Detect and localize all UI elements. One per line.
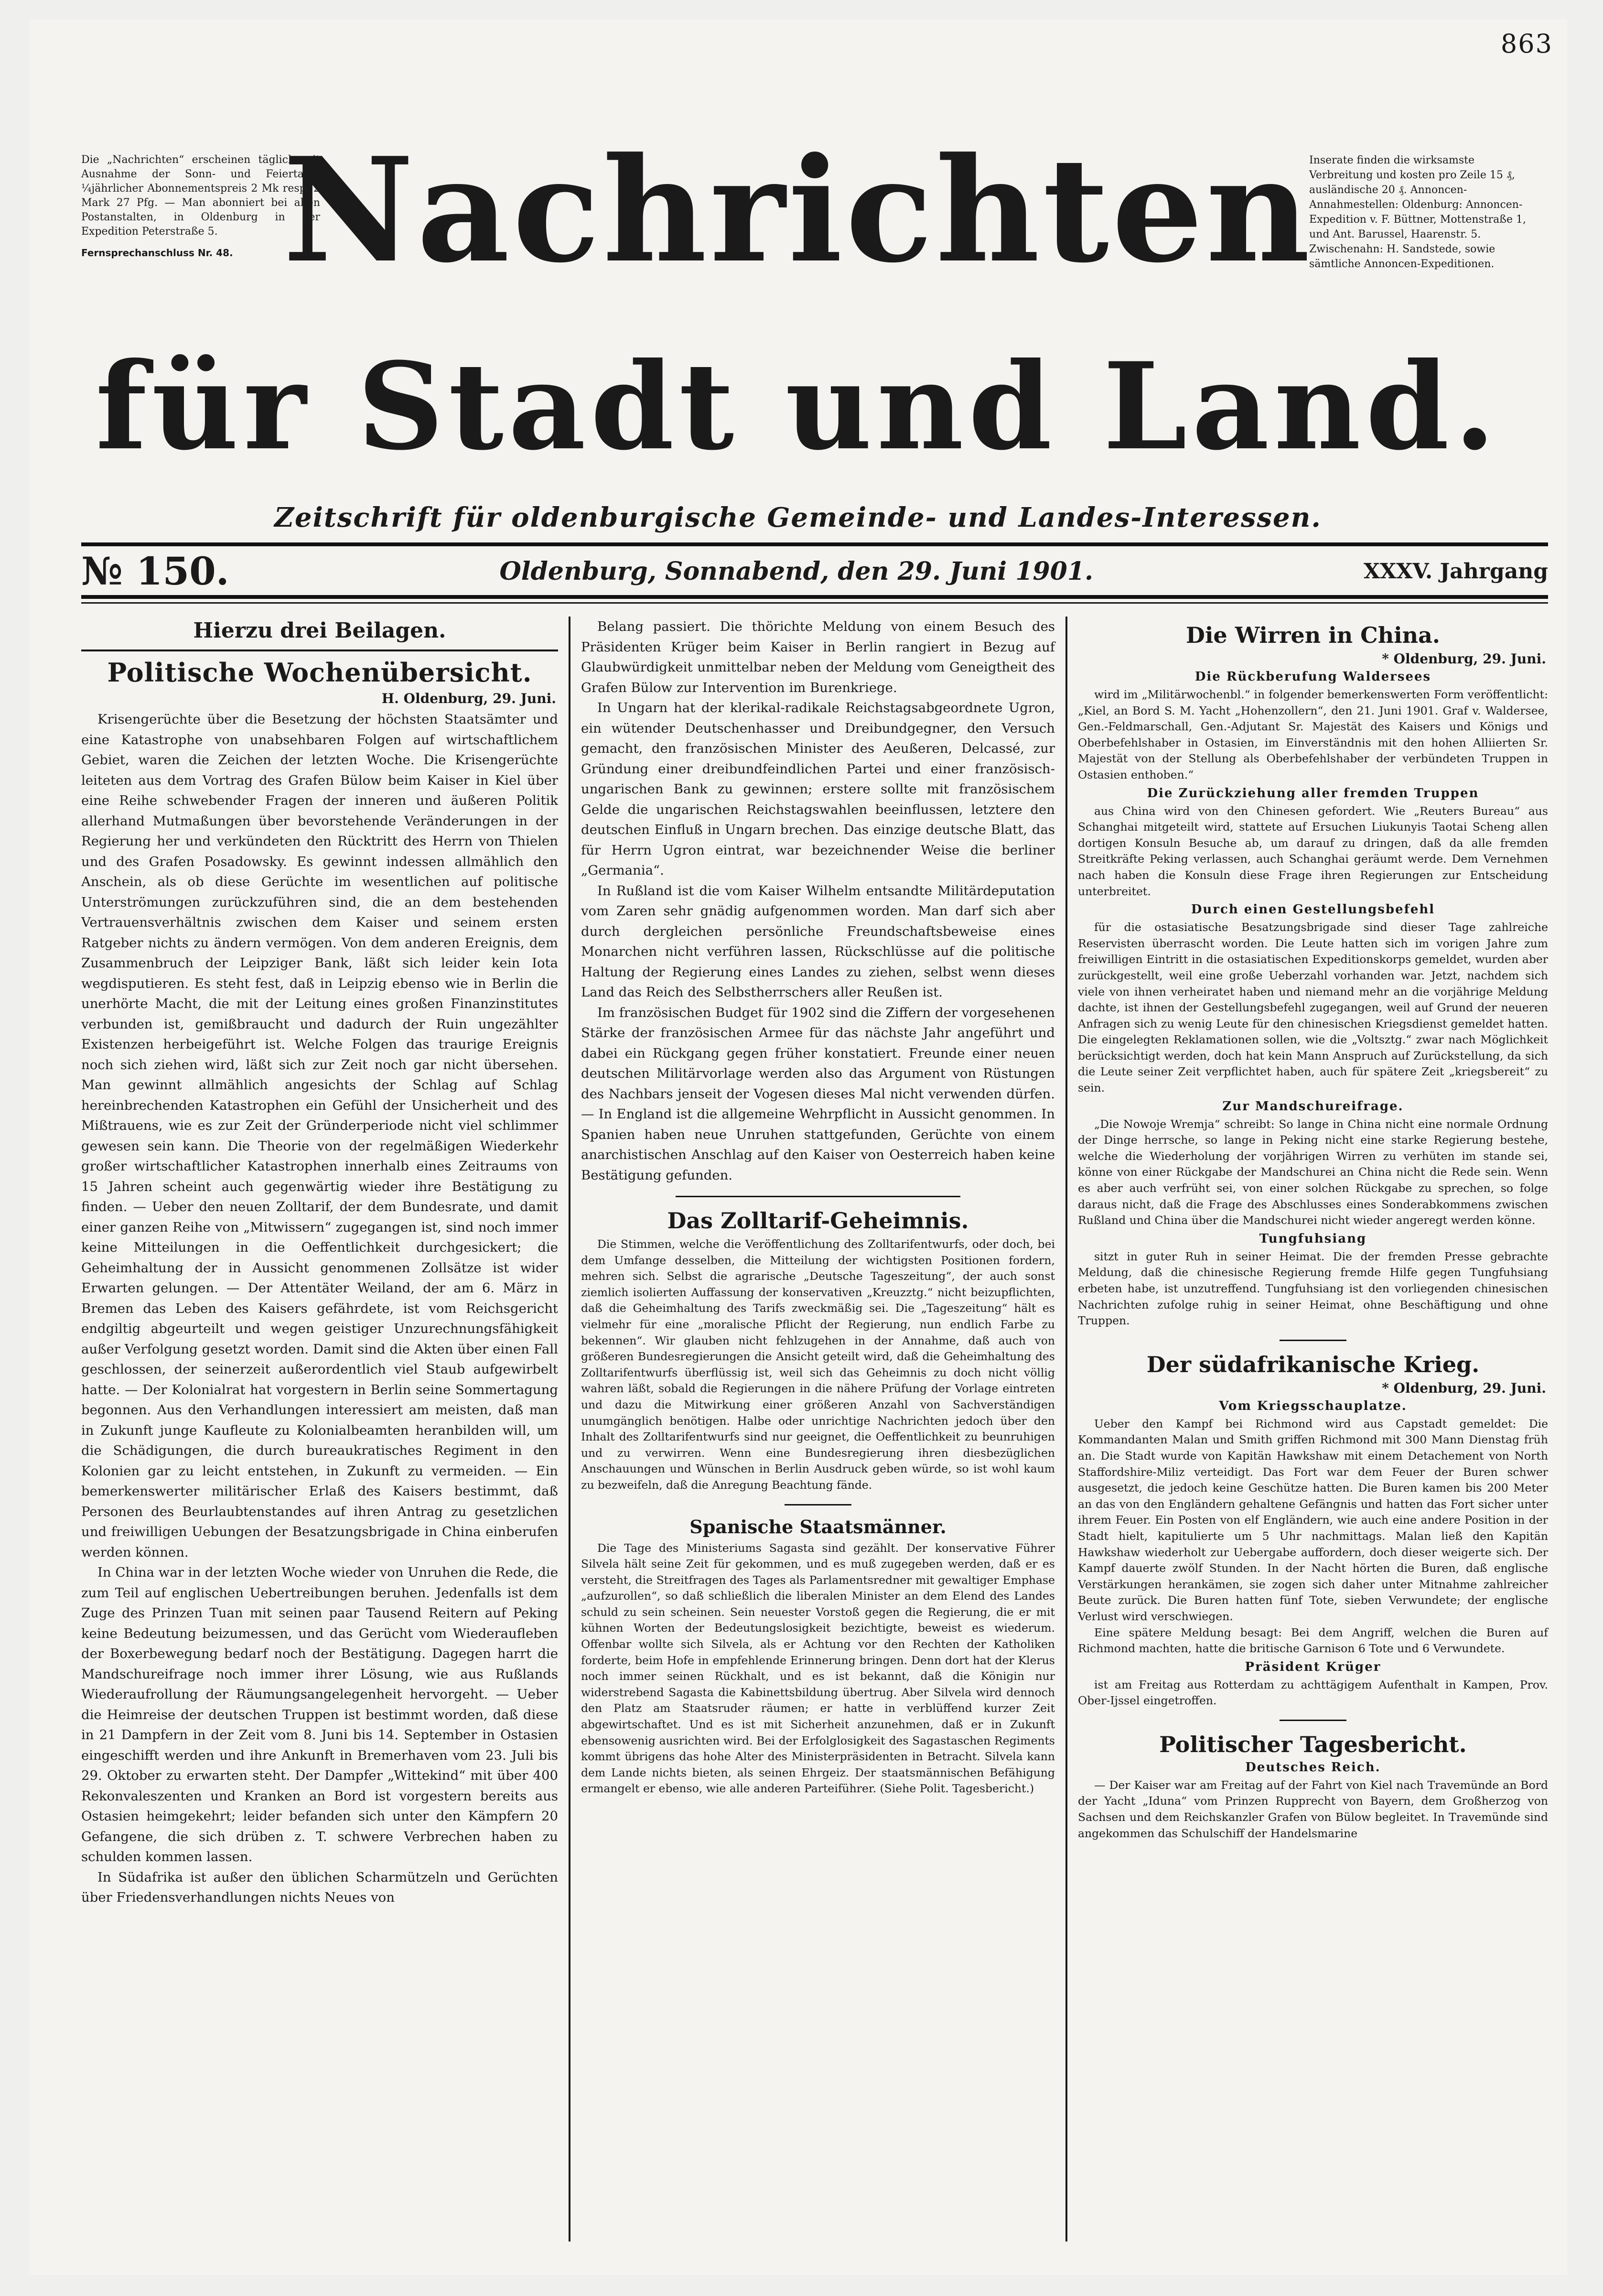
section-divider xyxy=(1280,1720,1346,1721)
article-heading-weekly-review: Politische Wochenübersicht. xyxy=(107,657,532,688)
article-paragraph: Belang passiert. Die thörichte Meldung von einem Besuch des Präsidenten Krüger beim Kaiser in Berlin rangiert in Bezug auf Glaubwürdigkeit unmittelbar neben der Meldung vom Geneigtheit des Grafen Bülow zur Intervention im Burenkriege. xyxy=(581,619,1055,695)
column-3 xyxy=(1065,617,1548,2242)
newspaper-page xyxy=(29,19,1567,2275)
article-paragraph: „Die Nowoje Wremja“ schreibt: So lange in China nicht eine normale Ordnung der Dinge herrsche, so lange in Peking nicht eine starke Regierung bestehe, welche die Wiederholung der vorjährigen Wirren zu verhüten im stande sei, könne von einer Rückgabe der Mandschurei an China nicht die Rede sein. Wenn es aber auch verfrüht sei, von einer solchen Rückgabe zu sprechen, so folge daraus nicht, daß die Frage des Abschlusses eines Sonderabkommens zwischen Rußland und China über die Mandschurei nicht wieder angeregt werden könne. xyxy=(1078,1117,1548,1227)
article-paragraph: Die Tage des Ministeriums Sagasta sind gezählt. Der konservative Führer Silvela hält seine Zeit für gekommen, und es muß zugegeben werden, daß er es versteht, die Streitfragen des Tages als Parlamentsredner mit gewaltiger Emphase „aufzurollen“, so daß schließlich die liberalen Minister an dem Elend des Landes schuld zu sein scheinen. Sein neuester Vorstoß gegen die Regierung, die er mit kühnen Worten der Bedeutungslosigkeit bezichtigte, beweist es wiederum. Offenbar wollte sich Silvela, als er Achtung vor den Rechten der Katholiken forderte, beim Hofe in empfehlende Erinnerung bringen. Denn dort hat der Klerus noch immer seinen Rückhalt, und es ist bekannt, daß die Königin nur widerstrebend Sagasta die Kabinettsbildung übertrug. Aber Silvela wird dennoch den Platz am Staatsruder räumen; er hatte in verblüffend kurzer Zeit abgewirtschaftet. Und es ist mit Sicherheit anzunehmen, daß er in Zukunft ebensowenig ausrichten wird. Bei der Erfolglosigkeit des Sagastaschen Regiments kommt übrigens das hohe Alter des Ministerpräsidenten in Betracht. Silvela kann dem Lande nichts bieten, als seinen Ehrgeiz. Der staatsmännischen Befähigung ermangelt er ebenso, wie alle anderen Parteiführer. (Siehe Polit. Tagesbericht.) xyxy=(581,1541,1055,1796)
header-rule-top xyxy=(81,542,1548,546)
masthead-title-line1: Nachrichten xyxy=(283,126,1313,294)
article-dateline: H. Oldenburg, 29. Juni. xyxy=(381,691,556,706)
article-paragraph: ist am Freitag aus Rotterdam zu achttägigem Aufenthalt in Kampen, Prov. Ober-Ijssel eingetroffen. xyxy=(1078,1678,1548,1708)
article-paragraph: In China war in der letzten Woche wieder von Unruhen die Rede, die zum Teil auf englischen Uebertreibungen beruhen. Jedenfalls ist dem Zuge des Prinzen Tuan mit seinen paar Tausend Reitern auf Peking keine Bedeutung beizumessen, und das Gerücht vom Wiederaufleben der Boxerbewegung bedarf noch der Bestätigung. Dagegen harrt die Mandschureifrage noch immer ihrer Lösung, wie aus Rußlands Wiederaufrollung der Räumungsangelegenheit hervorgeht. — Ueber die Heimreise der deutschen Truppen ist bestimmt worden, daß diese in 21 Dampfern in der Zeit vom 8. Juni bis 14. September in Ostasien eingeschifft werden und ihre Ankunft in Bremerhaven vom 23. Juli bis 29. Oktober zu erwarten steht. Der Dampfer „Wittekind“ mit über 400 Rekonvaleszenten und Kranken an Bord ist vorgestern bereits aus Ostasien heimgekehrt; leider befanden sich unter den Kämpfern 20 Gefangene, die sich drüben z. T. schwere Verbrechen haben zu schulden kommen lassen. xyxy=(81,1565,558,1864)
article-paragraph: Krisengerüchte über die Besetzung der höchsten Staatsämter und eine Katastrophe von unabsehbaren Folgen auf wirtschaftlichem Gebiet, waren die Zeichen der letzten Woche. Die Krisengerüchte leiteten aus dem Vortrag des Grafen Bülow beim Kaiser in Kiel über eine Reihe schwebender Fragen der inneren und äußeren Politik allerhand Mutmaßungen über bevorstehende Veränderungen in der Regierung her und verkündeten den Rücktritt des Herrn von Thielen und des Grafen Posadowsky. Es gewinnt indessen allmählich den Anschein, als ob diese Gerüchte im wesentlichen auf politische Unterströmungen zurückzuführen sind, die an dem bestehenden Vertrauensverhältnis zwischen dem Kaiser und seinem ersten Ratgeber nichts zu ändern vermögen. Von dem anderen Ereignis, dem Zusammenbruch der Leipziger Bank, läßt sich leider kein Iota wegdisputieren. Es steht fest, daß in Leipzig ebenso wie in Berlin die unerhörte Macht, die mit der Leitung eines großen Finanzinstitutes verbunden ist, gemißbraucht und dadurch der Ruin ungezählter Existenzen herbeigeführt ist. Welche Folgen das traurige Ereignis noch sich ziehen wird, läßt sich zur Zeit noch gar nicht übersehen. Man gewinnt allmählich angesichts der Schlag auf Schlag hereinbrechenden Katastrophen ein Gefühl der Unsicherheit und des Mißtrauens, wie es zur Zeit der Gründerperiode nicht viel schlimmer gewesen sein kann. Die Theorie von der regelmäßigen Wiederkehr großer wirtschaftlicher Katastrophen innerhalb eines Zeitraums von 15 Jahren scheint auch gegenwärtig wieder ihre Bestätigung zu finden. — Ueber den neuen Zolltarif, der dem Bundesrate, und damit einer ganzen Reihe von „Mitwissern“ zugegangen ist, sind noch immer keine Mitteilungen in die Oeffentlichkeit durchgesickert; die Geheimhaltung der in Aussicht genommenen Zollsätze ist wider Erwarten gelungen. — Der Attentäter Weiland, der am 6. März in Bremen das Leben des Kaisers gefährdete, ist vom Reichsgericht endgiltig abgeurteilt und wegen geistiger Unzurechnungsfähigkeit außer Verfolgung gesetzt worden. Damit sind die Akten über einen Fall geschlossen, der seinerzeit außerordentlich viel Staub aufgewirbelt hatte. — Der Kolonialrat hat vorgestern in Berlin seine Sommertagung begonnen. Aus den Verhandlungen interessiert am meisten, daß man in Zukunft junge Kaufleute zu Kolonialbeamten heranbilden will, um die Schädigungen, die durch bureaukratisches Regiment in den Kolonien gar zu leicht entstehen, in Zukunft zu vermeiden. — Ein bemerkenswerter militärischer Erlaß des Kaisers bestimmt, daß Personen des Beurlaubtenstandes auf ihren Antrag zu gesetzlichen und freiwilligen Uebungen der Besatzungsbrigade in China einberufen werden können. xyxy=(81,712,558,1560)
article-paragraph: für die ostasiatische Besatzungsbrigade sind dieser Tage zahlreiche Reservisten überrascht worden. Die Leute hatten sich im vorigen Jahre zum freiwilligen Eintritt in die ostasiatischen Expeditionskorps gemeldet, wurden aber zurückgestellt, weil eine große Ueberzahl vorhanden war. Jetzt, nachdem sich viele von ihnen verheiratet haben und niemand mehr an die vorjährige Meldung dachte, ist ihnen der Gestellungsbefehl zugegangen, weil auf Grund der neueren Anfragen sich zu wenig Leute für den chinesischen Kriegsdienst gemeldet hatten. Die eingelegten Reklamationen sollen, wie die „Voltsztg.“ zwar nach Möglichkeit berücksichtigt werden, doch hat kein Mann Anspruch auf Zurückstellung, da sich die Leute seiner Zeit verpflichtet haben, auch für spätere Zeit „kriegsbereit“ zu sein. xyxy=(1078,921,1548,1095)
subheading: Deutsches Reich. xyxy=(1245,1760,1381,1775)
subheading: Präsident Krüger xyxy=(1245,1659,1381,1674)
subscription-text: Die „Nachrichten“ erscheinen täglich mit Ausnahme der Sonn- und Feiertage. ¼jährlicher Abonnementspreis 2 Mk resp. 2 Mark 27 Pfg. — Man abonniert bei allen Postanstalten, in Oldenburg in der Expedition Peterstraße 5. xyxy=(81,154,320,238)
article-paragraph: Ueber den Kampf bei Richmond wird aus Capstadt gemeldet: Die Kommandanten Malan und Smith griffen Richmond mit 300 Mann Dienstag früh an. Die Stadt wurde von Kapitän Hawkshaw mit einem Detachement von North Staffordshire-Miliz verteidigt. Das Fort war dem Feuer der Buren schwer ausgesetzt, die jedoch keine Geschütze hatten. Die Buren kamen bis 200 Meter an das von den Engländern gehaltene Gefängnis und hatten das Fort sicher unter ihrem Feuer. Ein Posten von elf Engländern, wie auch eine andere Position in der Stadt hielt, kapitulierte um 5 Uhr nachmittags. Malan ließ den Kapitän Hawkshaw wiederholt zur Uebergabe auffordern, doch dieser weigerte sich. Der Kampf dauerte zwölf Stunden. In der Nacht hörten die Buren, daß englische Verstärkungen herankämen, sie zogen sich daher unter Mitnahme zahlreicher Beute zurück. Die Buren hatten fünf Tote, sieben Verwundete; der englische Verlust wird verschwiegen. xyxy=(1078,1417,1548,1623)
subheading: Vom Kriegsschauplatze. xyxy=(1219,1398,1407,1413)
article-paragraph: wird im „Militärwochenbl.“ in folgender bemerkenswerten Form veröffentlicht: „Kiel, an Bord S. M. Yacht „Hohenzollern“, den 21. Juni 1901. Graf v. Waldersee, Gen.-Feldmarschall, Gen.-Adjutant Sr. Majestät des Kaisers und Königs und Oberbefehlshaber in Ostasien, im Einverständnis mit den hohen Alliierten Sr. Majestät von der Stellung als Oberbefehlshaber der verbündeten Truppen in Ostasien enthoben.“ xyxy=(1078,688,1548,781)
masthead-subtitle: Zeitschrift für oldenburgische Gemeinde- und Landes-Interessen. xyxy=(274,502,1322,533)
section-divider xyxy=(1280,1340,1346,1341)
masthead-title-line2: für Stadt und Land. xyxy=(95,336,1501,477)
subheading: Zur Mandschureifrage. xyxy=(1222,1099,1404,1114)
place-date: Oldenburg, Sonnabend, den 29. Juni 1901. xyxy=(499,556,1094,586)
article-paragraph: In Rußland ist die vom Kaiser Wilhelm entsandte Militärdeputation vom Zaren sehr gnädig aufgenommen worden. Man darf sich aber durch dergleichen persönliche Freundschaftsbeweise eines Monarchen nicht verführen lassen, Rückschlüsse auf die politische Haltung der Regierung eines Landes zu ziehen, selbst wenn dieses Land das Reich des Selbstherrschers aller Reußen ist. xyxy=(581,883,1055,1000)
section-divider xyxy=(785,1504,851,1505)
article-paragraph: In Südafrika ist außer den üblichen Scharmützeln und Gerüchten über Friedensverhandlungen nichts Neues von xyxy=(81,1869,558,1905)
issue-dateline xyxy=(81,549,1548,594)
article-dateline: * Oldenburg, 29. Juni. xyxy=(1382,651,1546,667)
article-dateline: * Oldenburg, 29. Juni. xyxy=(1382,1380,1546,1396)
article-paragraph: sitzt in guter Ruh in seiner Heimat. Die der fremden Presse gebrachte Meldung, daß die chinesische Regierung fremde Hilfe gegen Tungfuhsiang erbeten habe, ist unzutreffend. Tungfuhsiang ist den vorliegenden chinesischen Nachrichten zufolge ruhig in seiner Heimat, ohne Beschäftigung und ohne Truppen. xyxy=(1078,1249,1548,1328)
section-divider xyxy=(676,1196,960,1197)
article-heading-daily-report: Politischer Tagesbericht. xyxy=(1159,1731,1467,1757)
volume-year: XXXV. Jahrgang xyxy=(1363,559,1548,584)
supplements-notice: Hierzu drei Beilagen. xyxy=(81,618,558,651)
subheading: Die Zurückziehung aller fremden Truppen xyxy=(1147,786,1479,801)
article-paragraph: Eine spätere Meldung besagt: Bei dem Angriff, welchen die Buren auf Richmond machten, hatte die britische Garnison 6 Tote und 6 Verwundete. xyxy=(1078,1625,1548,1656)
page-number: 863 xyxy=(1500,29,1553,59)
article-paragraph: — Der Kaiser war am Freitag auf der Fahrt von Kiel nach Travemünde an Bord der Yacht „Iduna“ vom Prinzen Rupprecht von Bayern, dem Großherzog von Sachsen und dem Reichskanzler Grafen von Bülow begleitet. In Travemünde sind angekommen das Schulschiff der Handelsmarine xyxy=(1078,1778,1548,1840)
subheading: Durch einen Gestellungsbefehl xyxy=(1191,902,1435,917)
article-heading-tariff: Das Zolltarif-Geheimnis. xyxy=(667,1208,969,1234)
article-paragraph: Im französischen Budget für 1902 sind die Ziffern der vorgesehenen Stärke der französischen Armee für das nächste Jahr angeführt und dabei ein Rückgang gegen früher konstatiert. Freunde einer neuen deutschen Militärvorlage werden also das Argument von Rüstungen des Nachbars jenseit der Vogesen dieses Mal nicht verwenden dürfen. — In England ist die allgemeine Wehrpflicht in Aussicht genommen. In Spanien haben neue Unruhen stattgefunden, Gerüchte von einem anarchistischen Anschlag auf den Kaiser von Oesterreich haben keine Bestätigung gefunden. xyxy=(581,1005,1055,1183)
column-2 xyxy=(569,617,1065,2242)
phone-number: Fernsprechanschluss Nr. 48. xyxy=(81,247,233,259)
column-1 xyxy=(81,617,569,2242)
article-paragraph: Die Stimmen, welche die Veröffentlichung des Zolltarifentwurfs, oder doch, bei dem Umfange desselben, die Mitteilung der wichtigsten Positionen fordern, mehren sich. Selbst die agrarische „Deutsche Tageszeitung“, der auch sonst ziemlich isolierten Auffassung der konservativen „Kreuzztg.“ nicht beizupflichten, daß die Geheimhaltung des Tarifs zweckmäßig sei. Die „Tageszeitung“ hält es vielmehr für eine „moralische Pflicht der Regierung, nun endlich Farbe zu bekennen“. Wir glauben nicht fehlzugehen in der Annahme, daß auch von größeren Bundesregierungen die Ansicht geteilt wird, daß die Geheimhaltung des Zolltarifentwurfs überflüssig ist, weil sich das Geheimnis zu doch nicht völlig wahren läßt, sobald die Regierungen in die nähere Prüfung der Vorlage eintreten und dazu die Mitwirkung einer größeren Anzahl von Sachverständigen unumgänglich benötigen. Halbe oder unrichtige Nachrichten jedoch über den Inhalt des Zolltarifentwurfs sind nur geeignet, die Oeffentlichkeit zu beunruhigen und zu verwirren. Wenn eine Bundesregierung ihren diesbezüglichen Anschauungen und Wünschen in Berlin Ausdruck geben würde, so ist wohl kaum zu bezweifeln, daß die Anregung Beachtung fände. xyxy=(581,1237,1055,1492)
header-rule-bottom-thin xyxy=(81,602,1548,604)
subheading: Tungfuhsiang xyxy=(1259,1231,1367,1246)
subheading: Die Rückberufung Waldersees xyxy=(1194,670,1431,684)
issue-number: № 150. xyxy=(81,549,229,594)
advertising-text: Inserate finden die wirksamste Verbreitung und kosten pro Zeile 15 ₰, ausländische 20 ₰. Annoncen-Annahmestellen: Oldenburg: Annoncen-Expedition v. F. Büttner, Mottenstraße 1, und Ant. Barussel, Haarenstr. 5. Zwischenahn: H. Sandstede, sowie sämtliche Annoncen-Expeditionen. xyxy=(1309,154,1526,270)
article-paragraph: aus China wird von den Chinesen gefordert. Wie „Reuters Bureau“ aus Schanghai mitgeteilt wird, stattete auf Ersuchen Liukunyis Taotai Scheng allen dortigen Konsuln Besuche ab, um darauf zu dringen, daß da alle fremden Streitkräfte Peking verlassen, auch Schanghai geräumt werde. Dem Vernehmen nach haben die Konsuln diese Frage ihren Regierungen zur Entscheidung unterbreitet. xyxy=(1078,804,1548,898)
article-heading-spanish: Spanische Staatsmänner. xyxy=(689,1516,947,1538)
article-paragraph: In Ungarn hat der klerikal-radikale Reichstagsabgeordnete Ugron, ein wütender Deutschenhasser und Dreibundgegner, den Versuch gemacht, den französischen Minister des Aeußeren, Delcassé, zur Gründung einer dreibundfeindlichen Partei und einer französisch-ungarischen Bank zu gewinnen; erstere sollte mit französischem Gelde die ungarischen Reichstagswahlen beeinflussen, letztere den deutschen Einfluß in Ungarn brechen. Das einzige deutsche Blatt, das für Herrn Ugron eintrat, war bezeichnender Weise die berliner „Germania“. xyxy=(581,700,1055,878)
article-heading-china: Die Wirren in China. xyxy=(1186,622,1440,648)
header-rule-bottom xyxy=(81,595,1548,599)
article-heading-south-africa: Der südafrikanische Krieg. xyxy=(1146,1351,1480,1377)
article-columns xyxy=(81,617,1548,2242)
